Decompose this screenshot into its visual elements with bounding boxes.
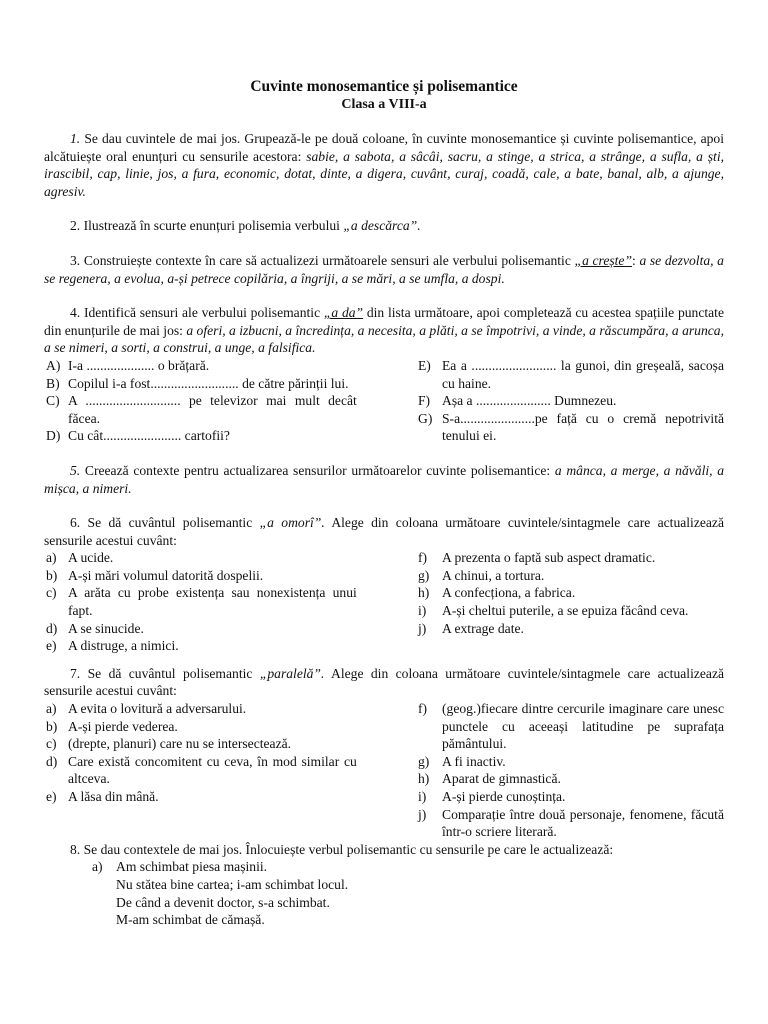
list-item: g) A chinui, a tortura. [418,567,545,583]
exercise-5-number: 5. [70,462,81,478]
list-item: h) A confecționa, a fabrica. [418,585,576,601]
worksheet-page [44,78,724,929]
exercise-7-right-column [418,700,724,841]
exercise-7-text-a: Se dă cuvântul polisemantic [87,665,253,681]
list-item: C) A ............................ pe televizor mai mult decât făcea. [46,393,357,426]
exercise-7 [44,665,724,700]
list-item: b) A-și mări volumul datorită dospelii. [46,567,264,583]
exercise-6-left-column [44,549,357,655]
list-item: d) A se sinucide. [46,620,144,636]
list-item: B) Copilul i-a fost.......................... de către părinții lui. [46,375,349,391]
exercise-6-right-column [418,549,724,655]
list-item: d) Care există concomitent cu ceva, în mod similar cu altceva. [46,753,357,787]
list-item: i) A-și pierde cunoștința. [418,789,566,804]
exercise-4-term: „a da” [323,305,364,321]
exercise-1-number: 1. [70,131,81,146]
exercise-3 [44,252,724,287]
exercise-4-left-column [44,357,357,445]
list-item: b) A-și pierde vederea. [46,718,178,734]
exercise-3-colon: : [632,252,636,268]
exercise-5-text: Creează contexte pentru actualizarea sensurilor următoarelor cuvinte polisemantice: [84,462,551,478]
list-item: f) A prezenta o faptă sub aspect dramatic. [418,550,656,566]
exercise-7-text-b: Alege din coloana următoare cuvintele/sintagmele care actualizează sensurile acestui cuvânt: [44,665,725,699]
exercise-8-text: Se dau contextele de mai jos. Înlocuiește verbul polisemantic cu sensurile pe care le actualizează: [83,841,614,857]
exercise-7-columns [44,700,724,841]
exercise-1 [44,130,724,200]
list-item: j) A extrage date. [418,620,524,636]
exercise-5 [44,462,724,497]
list-item: F) Așa a ...................... Dumnezeu. [418,393,617,409]
list-item: e) A distruge, a nimici. [46,638,179,654]
list-item: G) S-a......................pe față cu o cremă nepotrivită tenului ei. [418,410,724,444]
exercise-8 [44,841,724,859]
list-item: e) A lăsa din mână. [46,789,159,804]
exercise-3-senses: a se dezvolta, a se regenera, a evolua, a-și petrece copilăria, a îngriji, a se mări, a se umfla, a dospi. [44,252,724,286]
exercise-6-text-a: Se dă cuvântul polisemantic [87,515,253,531]
exercise-7-term: „paralelă”. [259,665,325,681]
exercise-7-number: 7. [70,665,81,681]
context-line: Nu stătea bine cartea; i-am schimbat locul. [116,876,349,892]
list-item: a) A ucide. [46,550,114,566]
list-item: g) A fi inactiv. [418,753,506,769]
exercise-4-columns [44,357,724,445]
exercise-4-right-column [418,357,724,445]
exercise-2-text: Ilustrează în scurte enunțuri polisemia verbului [83,218,340,234]
exercise-6-number: 6. [70,515,81,531]
list-item: E) Ea a ......................... la gunoi, din greșeală, sacoșa cu haine. [418,357,724,391]
list-item: f) (geog.)fiecare dintre cercurile imaginare care unesc punctele cu aceeași latitudine pe suprafața pământului. [418,701,724,752]
list-item: D) Cu cât....................... cartofii? [46,428,230,444]
page-title: Cuvinte monosemantice și polisemantice [250,78,518,95]
list-item: c) (drepte, planuri) care nu se intersectează. [46,736,292,752]
exercise-8-number: 8. [70,841,81,857]
exercise-4-senses: a oferi, a izbucni, a încredința, a necesita, a plăti, a se împotrivi, a vinde, a răscumpăra, a arunca, a se nimeri, a sorti, a construi, a unge, a falsifica. [44,322,724,356]
list-item: i) A-și cheltui puterile, a se epuiza făcând ceva. [418,603,689,619]
list-item: a) A evita o lovitură a adversarului. [46,701,247,717]
exercise-6-columns [44,549,724,655]
exercise-4-text-a: Identifică sensuri ale verbului polisemantic [83,305,321,321]
exercise-8-contexts [116,858,724,928]
exercise-4 [44,304,724,357]
exercise-1-text: Se dau cuvintele de mai jos. Grupează-le pe două coloane, în cuvinte monosemantice și cuvinte polisemantice, apoi alcătuiește oral enunțuri cu sensurile acestora: [44,131,725,164]
exercise-3-text: Construiește contexte în care să actualizezi următoarele sensuri ale verbului polisemantic [83,252,571,268]
exercise-3-number: 3. [70,252,81,268]
exercise-4-number: 4. [70,305,81,321]
exercise-6-term: „a omorî”. [259,515,325,531]
page-subtitle: Clasa a VIII-a [341,97,427,112]
context-line: M-am schimbat de cămașă. [116,912,265,928]
context-line: Am schimbat piesa mașinii. [116,859,268,875]
exercise-1-words: sabie, a sabota, a sâcâi, sacru, a stinge, a strica, a strânge, a sufla, a ști, irascibil, cap, linie, jos, a fura, economic, dotat, dinte, a digera, cuvânt, curaj, coadă, cale, a bate, banal, alb, a ajunge, agresiv. [44,148,724,199]
exercise-3-term: „a crește” [574,252,633,268]
exercise-4-text-b: din lista următoare, apoi completează cu acestea spațiile punctate din enunțurile de mai jos: [44,305,724,338]
exercise-2-number: 2. [70,218,81,234]
list-item: c) A arăta cu probe existența sau nonexistența unui fapt. [46,585,357,619]
context-line: De când a devenit doctor, s-a schimbat. [116,894,330,910]
exercise-8-item-a [44,858,724,928]
list-item: A) I-a .................... o brățară. [46,357,210,373]
exercise-2-term: „a descărca”. [343,218,421,234]
exercise-7-left-column [44,700,357,841]
exercise-5-words: a mânca, a merge, a năvăli, a mișca, a nimeri. [44,462,724,496]
exercise-2 [44,217,724,235]
exercise-6 [44,514,724,549]
exercise-8-label: a) [92,859,103,875]
exercise-6-text-b: Alege din coloana următoare cuvintele/sintagmele care actualizează sensurile acestui cuvânt: [44,515,725,548]
list-item: h) Aparat de gimnastică. [418,771,561,787]
list-item: j) Comparație între două personaje, fenomene, făcută într-o scriere literară. [418,806,724,840]
